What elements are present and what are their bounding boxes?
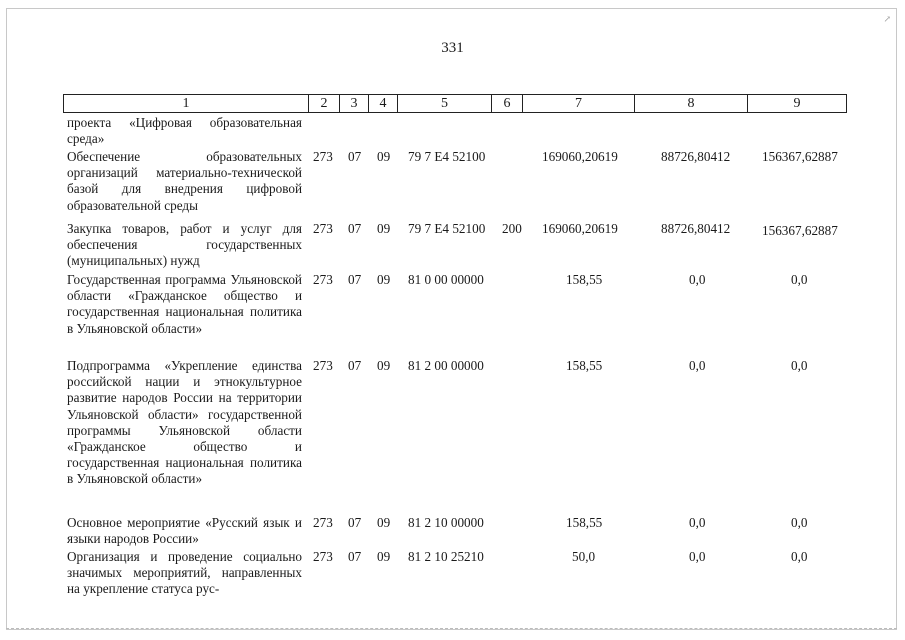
scan-corner-mark: ↗ (883, 14, 891, 24)
cell-code: 273 (313, 221, 333, 236)
cell-section: 07 (348, 149, 362, 164)
cell-amount-7: 169060,20619 (542, 149, 618, 164)
cell-target-article: 81 2 10 25210 (408, 549, 484, 564)
cell-amount-7: 50,0 (572, 549, 596, 564)
header-col-3: 3 (339, 94, 368, 113)
table-header-row (63, 94, 847, 113)
header-col-6: 6 (491, 94, 522, 113)
cell-target-article: 81 0 00 00000 (408, 272, 484, 287)
cell-target-article: 81 2 00 00000 (408, 358, 484, 373)
cell-amount-9: 156367,62887 (762, 149, 838, 164)
row-description: Закупка товаров, работ и услуг для обеспечения государственных (муниципальных) нужд (67, 221, 302, 269)
cell-expense-type: 200 (502, 221, 522, 236)
cell-subsection: 09 (377, 221, 391, 236)
page-number: 331 (441, 40, 464, 56)
cell-section: 07 (348, 549, 362, 564)
cell-amount-7: 158,55 (566, 515, 603, 530)
header-col-2: 2 (308, 94, 339, 113)
cell-code: 273 (313, 272, 333, 287)
cell-code: 273 (313, 515, 333, 530)
cell-amount-7: 158,55 (566, 358, 603, 373)
cell-subsection: 09 (377, 549, 391, 564)
cell-section: 07 (348, 221, 362, 236)
cell-amount-8: 0,0 (689, 272, 706, 287)
cell-amount-9: 0,0 (791, 272, 808, 287)
cell-code: 273 (313, 149, 333, 164)
cell-code: 273 (313, 358, 333, 373)
cell-subsection: 09 (377, 149, 391, 164)
page-bottom-edge (6, 628, 897, 629)
cell-target-article: 81 2 10 00000 (408, 515, 484, 530)
row-description: Обеспечение образовательных организаций материально-технической базой для внедрения цифровой образовательной среды (67, 149, 302, 213)
row-description: Подпрограмма «Укрепление единства российской нации и этнокультурное развитие народов России на территории Ульяновской области» государственной программы Ульяновской области «Гражданское общество и государственная национальная политика в Ульяновской области» (67, 358, 302, 487)
header-col-8: 8 (634, 94, 747, 113)
row-description: Организация и проведение социально значимых мероприятий, направленных на укрепление статуса рус- (67, 549, 302, 597)
cell-amount-7: 169060,20619 (542, 221, 618, 236)
row-description: Основное мероприятие «Русский язык и языки народов России» (67, 515, 302, 547)
header-col-5: 5 (397, 94, 491, 113)
cell-amount-9: 156367,62887 (762, 223, 838, 238)
cell-amount-7: 158,55 (566, 272, 603, 287)
cell-amount-8: 88726,80412 (661, 221, 731, 236)
cell-amount-9: 0,0 (791, 515, 808, 530)
cell-amount-8: 0,0 (689, 549, 706, 564)
cell-amount-8: 0,0 (689, 358, 706, 373)
cell-amount-9: 0,0 (791, 358, 808, 373)
cell-target-article: 79 7 E4 52100 (408, 221, 486, 236)
cell-section: 07 (348, 272, 362, 287)
cell-target-article: 79 7 E4 52100 (408, 149, 486, 164)
row-description: Государственная программа Ульяновской области «Гражданское общество и государственная национальная политика в Ульяновской области» (67, 272, 302, 336)
row-description: проекта «Цифровая образовательная среда» (67, 115, 302, 147)
header-col-7: 7 (522, 94, 634, 113)
cell-section: 07 (348, 358, 362, 373)
cell-subsection: 09 (377, 515, 391, 530)
cell-amount-9: 0,0 (791, 549, 808, 564)
header-col-1: 1 (63, 94, 308, 113)
cell-code: 273 (313, 549, 333, 564)
cell-amount-8: 0,0 (689, 515, 706, 530)
header-col-4: 4 (368, 94, 397, 113)
cell-amount-8: 88726,80412 (661, 149, 731, 164)
cell-subsection: 09 (377, 272, 391, 287)
header-col-9: 9 (747, 94, 847, 113)
cell-section: 07 (348, 515, 362, 530)
cell-subsection: 09 (377, 358, 391, 373)
